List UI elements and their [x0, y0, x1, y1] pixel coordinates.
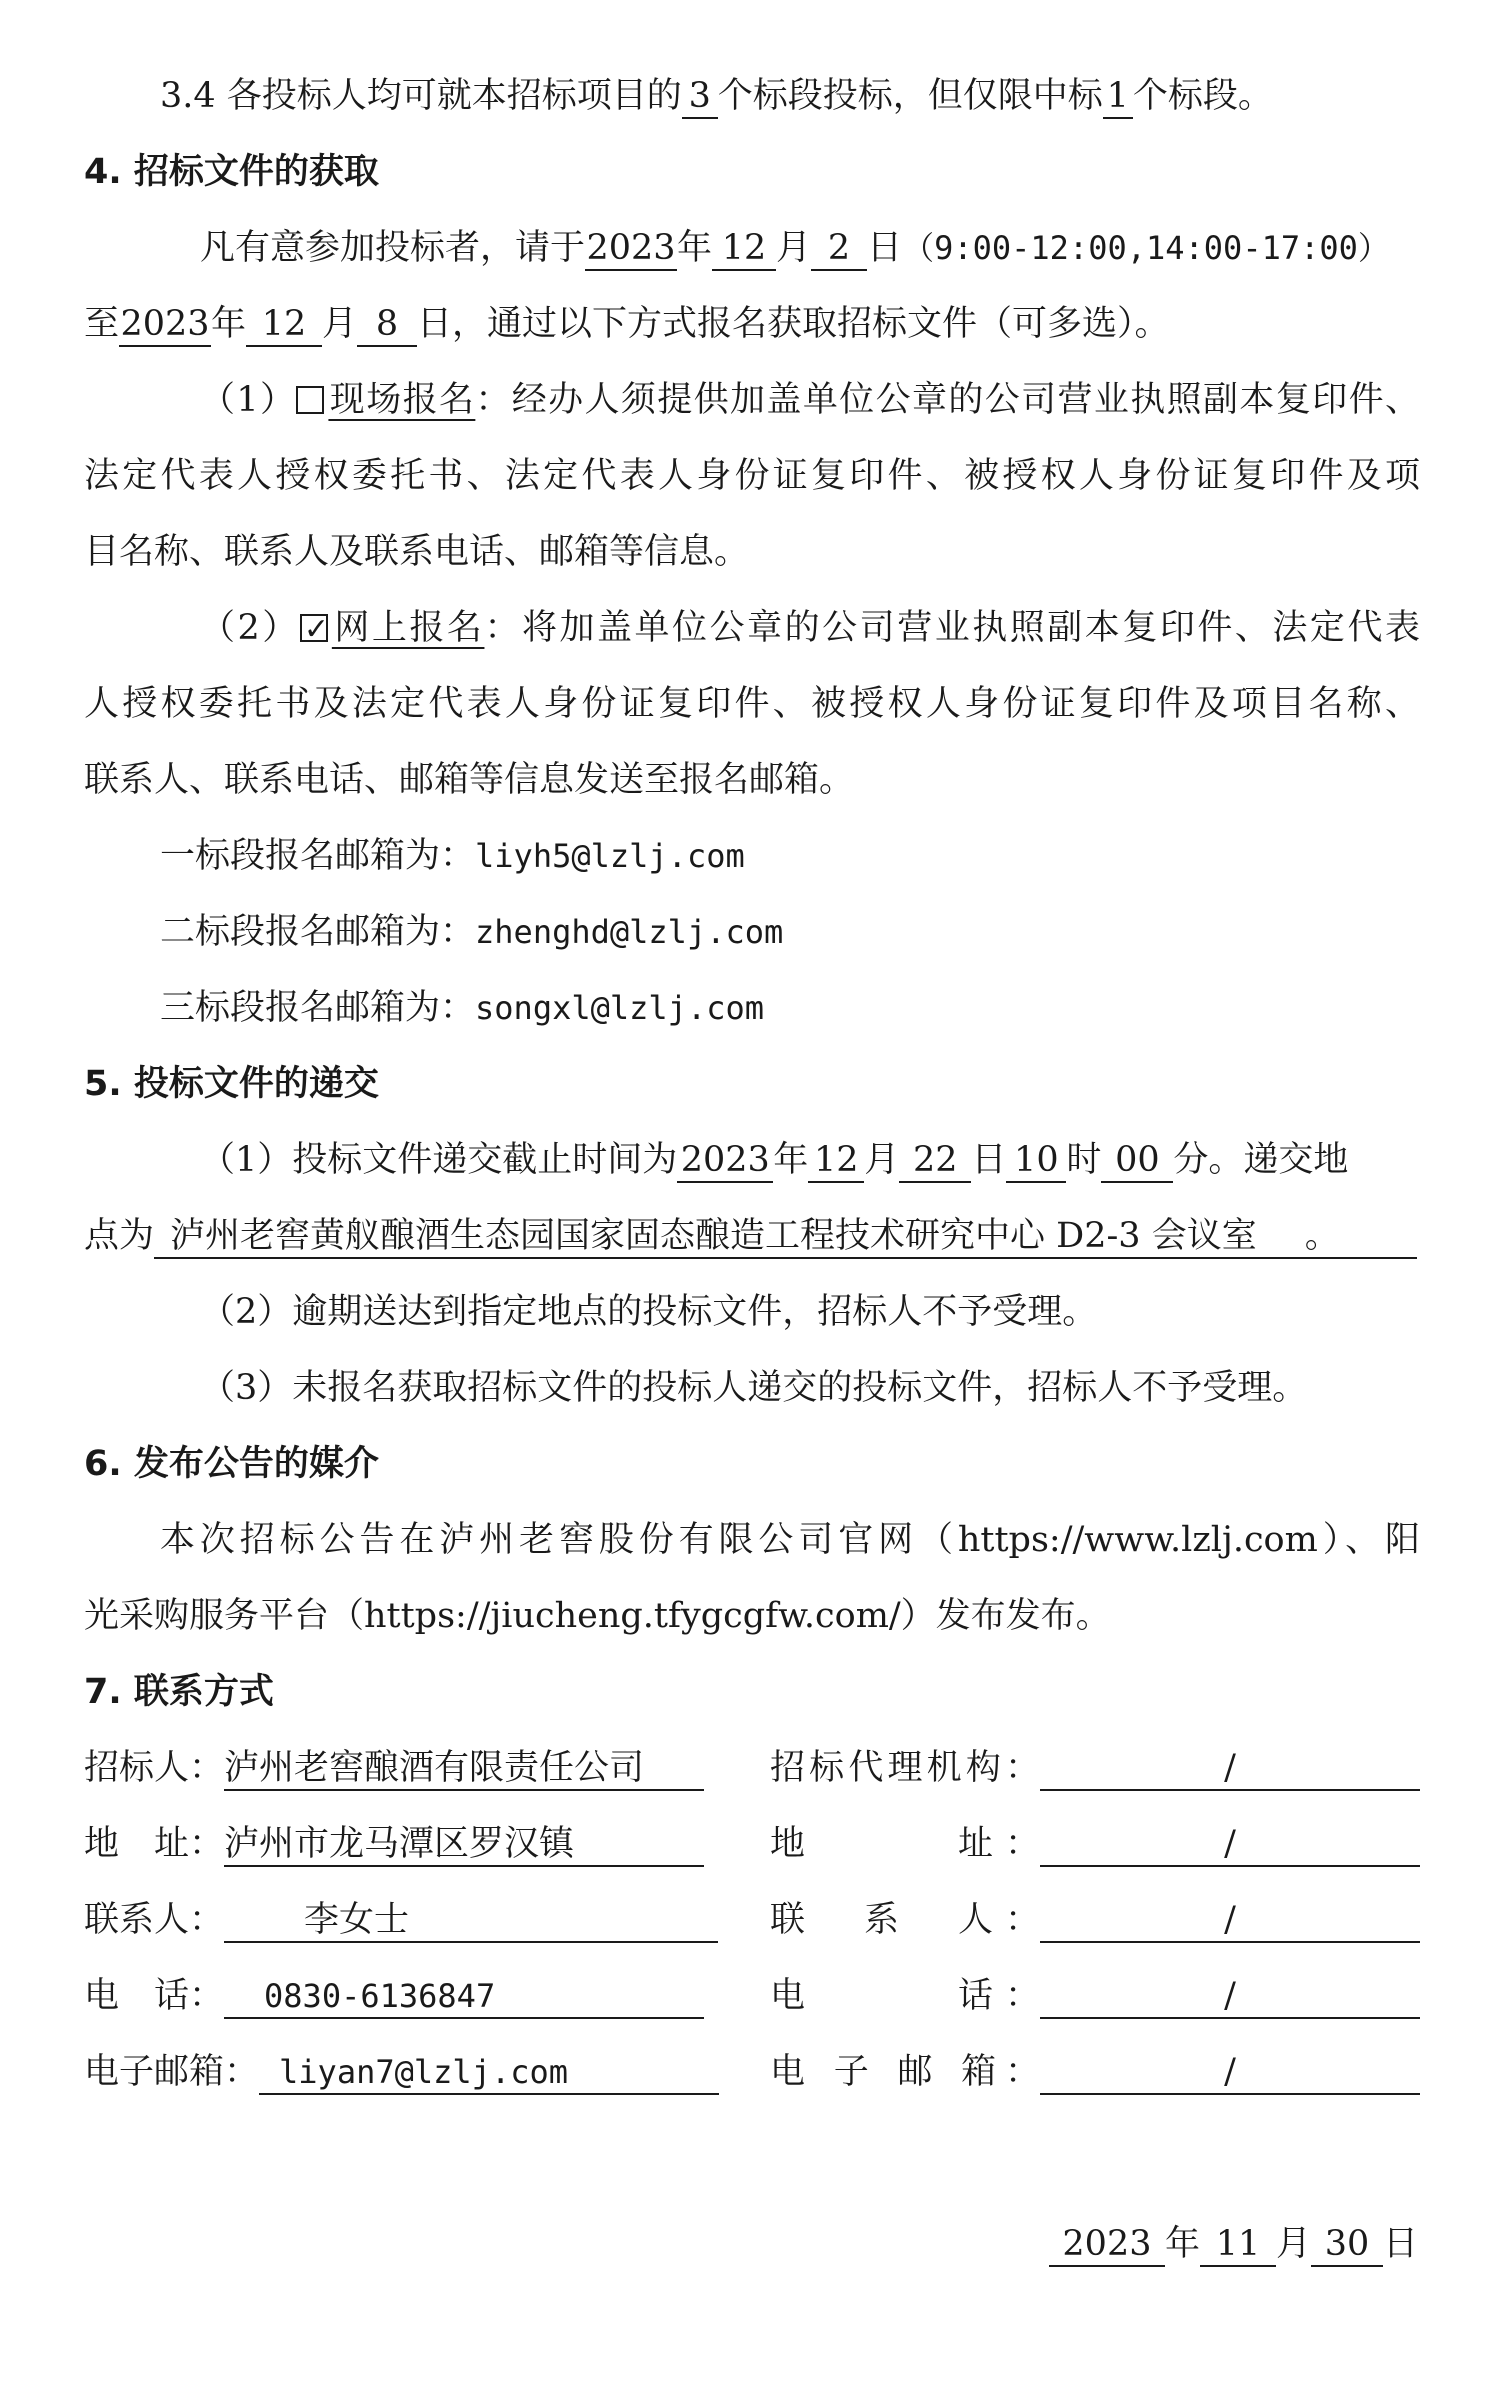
sec5-para1-line1 [200, 1136, 1420, 1184]
deadline-month: 12 [808, 1139, 864, 1183]
email-value[interactable]: liyh5@lzlj.com [475, 837, 745, 875]
clause-3-4 [160, 72, 1420, 120]
start-day: 2 [811, 227, 867, 271]
sec4-para1-end: 日，通过以下方式报名获取招标文件（可多选）。 [417, 304, 1170, 344]
email-line-2 [160, 908, 1420, 956]
contact-label: 招标人： [84, 1748, 225, 1788]
section-count: 3 [682, 75, 718, 119]
deadline-minute: 00 [1101, 1139, 1173, 1183]
month-unit: 月 [864, 1140, 900, 1180]
sec5-para2: （2）逾期送达到指定地点的投标文件，招标人不予受理。 [200, 1292, 1098, 1332]
issue-date [1049, 2220, 1418, 2268]
deadline-year: 2023 [677, 1139, 773, 1183]
contact-left-row [84, 1744, 704, 1792]
option2-line3: 联系人、联系电话、邮箱等信息发送至报名邮箱。 [84, 760, 855, 800]
contact-right-row [770, 1820, 1420, 1868]
minute-unit: 分。递交地 [1173, 1140, 1349, 1180]
date-month: 11 [1200, 2223, 1276, 2267]
award-limit: 1 [1103, 75, 1133, 119]
contact-label: 电 话： [84, 1976, 225, 2016]
agency-phone: / [1040, 1975, 1420, 2019]
option1-line3: 目名称、联系人及联系电话、邮箱等信息。 [84, 532, 750, 572]
option2-line1 [200, 604, 1420, 652]
year-unit: 年 [1164, 2224, 1200, 2264]
contact-right-row [770, 1972, 1420, 2020]
section-4-heading: 4. 招标文件的获取 [84, 152, 379, 192]
month-unit: 月 [322, 304, 358, 344]
office-hours: （9:00-12:00,14:00-17:00） [902, 229, 1390, 267]
contact-right-row [770, 1744, 1420, 1792]
sec4-para1-line1 [200, 224, 1420, 272]
tenderer-name: 泸州老窖酿酒有限责任公司 [224, 1747, 704, 1791]
tenderer-email[interactable]: liyan7@lzlj.com [259, 2051, 719, 2095]
deadline-day: 22 [899, 1139, 971, 1183]
email-value[interactable]: songxl@lzlj.com [475, 989, 764, 1027]
contact-label: 联 系 人： [770, 1900, 1040, 1940]
agency-name: / [1040, 1747, 1420, 1791]
year-unit: 年 [677, 228, 713, 268]
submission-location [154, 1215, 1417, 1259]
tenderer-contact-person: 李女士 [224, 1899, 718, 1943]
end-day: 8 [357, 303, 417, 347]
to-text: 至 [84, 304, 120, 344]
contact-label: 电 话： [770, 1976, 1040, 2016]
deadline-text: （1）投标文件递交截止时间为 [200, 1140, 678, 1180]
section-7-heading: 7. 联系方式 [84, 1672, 274, 1712]
option1-text: ：经办人须提供加盖单位公章的公司营业执照副本复印件、 [475, 380, 1420, 420]
sec5-para3: （3）未报名获取招标文件的投标人递交的投标文件，招标人不予受理。 [200, 1368, 1308, 1408]
option2-text: ：将加盖单位公章的公司营业执照副本复印件、法定代表 [484, 608, 1420, 648]
year-unit: 年 [773, 1140, 809, 1180]
email-value[interactable]: zhenghd@lzlj.com [475, 913, 784, 951]
sec6-line2: 光采购服务平台（https://jiucheng.tfygcgfw.com/）发布发布。 [84, 1596, 1111, 1636]
option1-label: 现场报名 [328, 380, 476, 420]
section-6-heading: 6. 发布公告的媒介 [84, 1444, 379, 1484]
location-text: 泸州老窖黄舣酿酒生态园国家固态酿造工程技术研究中心 D2-3 会议室 [170, 1216, 1257, 1256]
day-unit: 日 [867, 228, 903, 268]
checkbox-unchecked-icon [296, 386, 324, 414]
option2-number: （2） [200, 608, 300, 648]
year-unit: 年 [211, 304, 247, 344]
agency-address: / [1040, 1823, 1420, 1867]
sec6-line1: 本次招标公告在泸州老窖股份有限公司官网（https://www.lzlj.com）、阳 [160, 1520, 1420, 1560]
email-label: 三标段报名邮箱为： [160, 988, 476, 1028]
option1-number: （1） [200, 380, 297, 420]
tenderer-address: 泸州市龙马潭区罗汉镇 [224, 1823, 704, 1867]
contact-label: 电 子 邮 箱： [770, 2052, 1040, 2092]
date-year: 2023 [1049, 2223, 1165, 2267]
contact-right-row [770, 2048, 1420, 2096]
hour-unit: 时 [1066, 1140, 1102, 1180]
option1-line2: 法定代表人授权委托书、法定代表人身份证复印件、被授权人身份证复印件及项 [84, 456, 1420, 496]
agency-contact-person: / [1040, 1899, 1420, 1943]
start-month: 12 [712, 227, 776, 271]
sec4-intro-text: 凡有意参加投标者，请于 [200, 228, 586, 268]
agency-email: / [1040, 2051, 1420, 2095]
contact-left-row [84, 1896, 718, 1944]
checkbox-checked-icon [300, 614, 328, 642]
clause-3-4-prefix: 3.4 各投标人均可就本招标项目的 [160, 76, 682, 116]
date-day: 30 [1311, 2223, 1383, 2267]
contact-left-row [84, 1972, 704, 2020]
location-end: 。 [1304, 1216, 1340, 1256]
day-unit: 日 [1382, 2224, 1418, 2264]
section-5-heading: 5. 投标文件的递交 [84, 1064, 379, 1104]
option2-label: 网上报名 [331, 608, 485, 648]
sec4-para1-line2 [84, 300, 1420, 348]
email-line-1 [160, 832, 1420, 880]
location-prefix: 点为 [84, 1216, 155, 1256]
end-year: 2023 [119, 303, 211, 347]
tenderer-phone: 0830-6136847 [224, 1975, 704, 2019]
deadline-hour: 10 [1006, 1139, 1066, 1183]
contact-left-row [84, 1820, 704, 1868]
email-label: 二标段报名邮箱为： [160, 912, 476, 952]
contact-label: 招标代理机构： [770, 1748, 1040, 1788]
clause-3-4-suffix: 个标段。 [1132, 76, 1273, 116]
email-label: 一标段报名邮箱为： [160, 836, 476, 876]
month-unit: 月 [776, 228, 812, 268]
option2-line2: 人授权委托书及法定代表人身份证复印件、被授权人身份证复印件及项目名称、 [84, 684, 1420, 724]
contact-label: 电子邮箱： [84, 2052, 260, 2092]
email-line-3 [160, 984, 1420, 1032]
contact-label: 地 址： [84, 1824, 225, 1864]
option1-line1 [200, 376, 1420, 424]
sec5-para1-line2 [84, 1212, 1420, 1260]
month-unit: 月 [1275, 2224, 1311, 2264]
contact-label: 地 址： [770, 1824, 1040, 1864]
contact-right-row [770, 1896, 1420, 1944]
end-month: 12 [246, 303, 322, 347]
contact-label: 联系人： [84, 1900, 225, 1940]
contact-left-row [84, 2048, 719, 2096]
start-year: 2023 [585, 227, 677, 271]
clause-3-4-mid: 个标段投标，但仅限中标 [717, 76, 1103, 116]
day-unit: 日 [971, 1140, 1007, 1180]
